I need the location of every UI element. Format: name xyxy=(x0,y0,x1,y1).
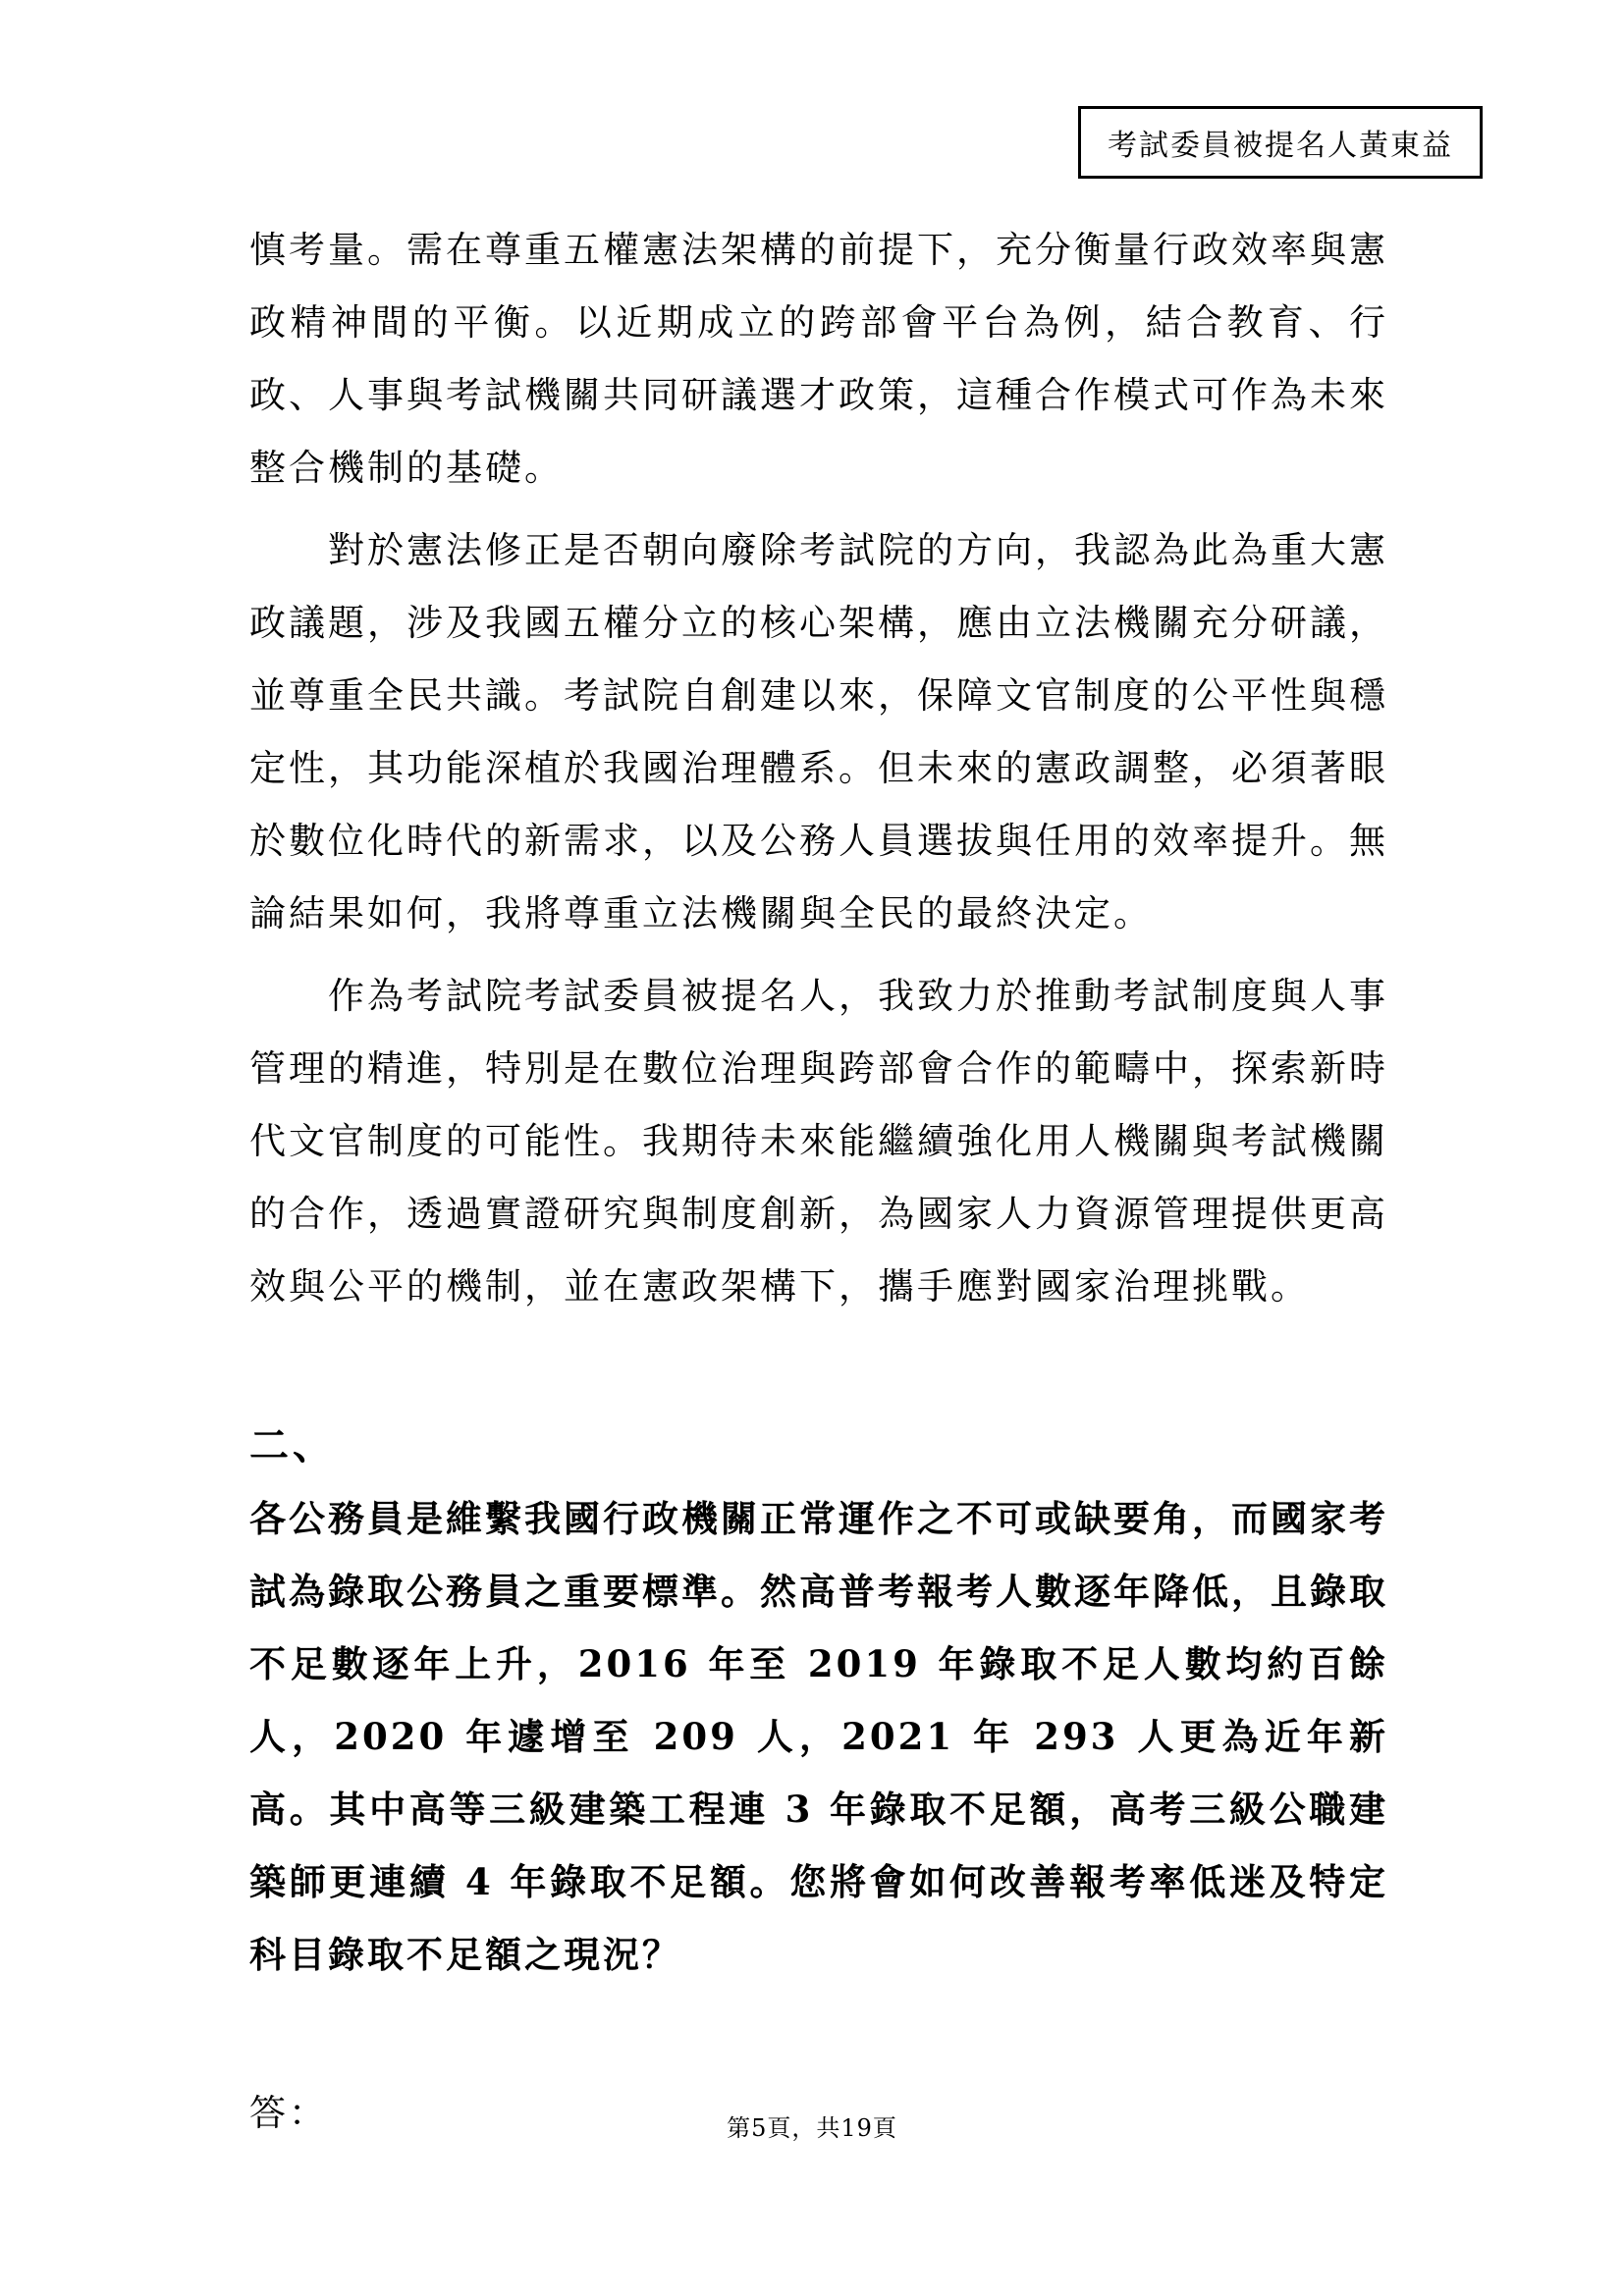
body-paragraph-2: 對於憲法修正是否朝向廢除考試院的方向，我認為此為重大憲政議題，涉及我國五權分立的核心架構，應由立法機關充分研議，並尊重全民共識。考試院自創建以來，保障文官制度的公平性與穩定性，其功能深植於我國治理體系。但未來的憲政調整，必須著眼於數位化時代的新需求，以及公務人員選拔與任用的效率提升。無論結果如何，我將尊重立法機關與全民的最終決定。 xyxy=(249,529,1388,934)
body-paragraph-1: 慎考量。需在尊重五權憲法架構的前提下，充分衡量行政效率與憲政精神間的平衡。以近期成立的跨部會平台為例，結合教育、行政、人事與考試機關共同研議選才政策，這種合作模式可作為未來整合機制的基礎。 xyxy=(249,229,1388,489)
question-text: 各公務員是維繫我國行政機關正常運作之不可或缺要角，而國家考試為錄取公務員之重要標準。然高普考報考人數逐年降低，且錄取不足數逐年上升，2016 年至 2019 年錄取不足人數均約百餘人，2020 年遽增至 209 人，2021 年 293 人更為近年新高。其中高等三級建築工程連 3 年錄取不足額，高考三級公職建築師更連續 4 年錄取不足額。您將會如何改善報考率低迷及特定科目錄取不足額之現況？ xyxy=(249,1497,1388,1976)
document-header-box xyxy=(1078,106,1483,179)
document-body xyxy=(249,214,1388,2150)
page-number: 第5頁，共19頁 xyxy=(727,2114,897,2142)
section-number: 二、 xyxy=(249,1422,336,1468)
answer-label: 答： xyxy=(249,2092,328,2134)
header-label: 考試委員被提名人黃東益 xyxy=(1108,129,1453,163)
body-paragraph-3: 作為考試院考試委員被提名人，我致力於推動考試制度與人事管理的精進，特別是在數位治理與跨部會合作的範疇中，探索新時代文官制度的可能性。我期待未來能繼續強化用人機關與考試機關的合作，透過實證研究與制度創新，為國家人力資源管理提供更高效與公平的機制，並在憲政架構下，攜手應對國家治理挑戰。 xyxy=(249,975,1388,1308)
